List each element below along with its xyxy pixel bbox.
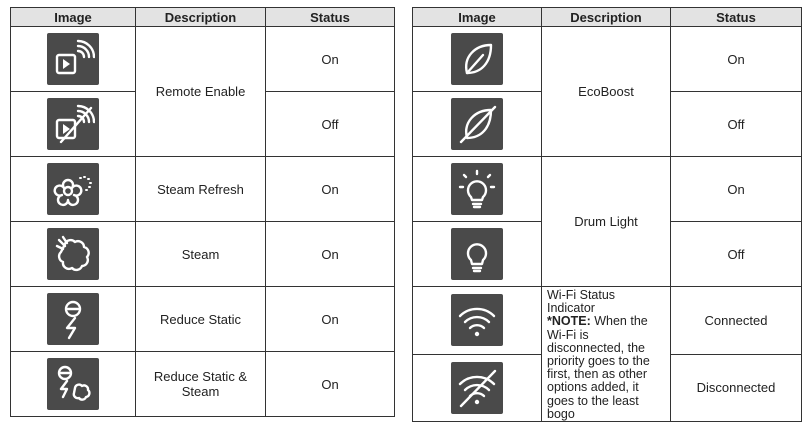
table-row (11, 222, 395, 287)
description-steam-refresh: Steam Refresh (136, 157, 266, 222)
description-reduce-static: Reduce Static (136, 287, 266, 352)
table-row (11, 27, 395, 92)
wifi-connected-icon (451, 294, 503, 346)
description-drum-light: Drum Light (542, 157, 671, 287)
remote-enable-on-icon (47, 33, 99, 85)
table-row (413, 287, 802, 355)
status-cell: On (671, 27, 802, 92)
wifi-note-text: When the Wi-Fi is disconnected, the priority goes to the first, then as other options added, it goes to the least bogo (547, 314, 650, 421)
drum-light-on-icon (451, 163, 503, 215)
description-reduce-static-steam: Reduce Static & Steam (136, 352, 266, 417)
table-row (11, 157, 395, 222)
status-cell: Off (266, 92, 395, 157)
table-row (11, 352, 395, 417)
right-status-table (412, 7, 802, 422)
header-status: Status (671, 8, 802, 27)
drum-light-off-icon (451, 228, 503, 280)
status-cell: Off (671, 92, 802, 157)
reduce-static-steam-icon (47, 358, 99, 410)
description-remote-enable: Remote Enable (136, 27, 266, 157)
ecoboost-off-icon (451, 98, 503, 150)
wifi-disconnected-icon (451, 362, 503, 414)
description-ecoboost: EcoBoost (542, 27, 671, 157)
status-cell: Disconnected (671, 354, 802, 422)
header-description: Description (136, 8, 266, 27)
header-status: Status (266, 8, 395, 27)
status-cell: On (266, 157, 395, 222)
wifi-note-label: *NOTE: (547, 314, 591, 329)
steam-refresh-icon (47, 163, 99, 215)
wifi-status-title: Wi-Fi Status Indicator (547, 288, 616, 316)
status-cell: On (266, 352, 395, 417)
header-image: Image (11, 8, 136, 27)
status-cell: On (266, 27, 395, 92)
status-cell: Off (671, 222, 802, 287)
ecoboost-on-icon (451, 33, 503, 85)
steam-icon (47, 228, 99, 280)
status-cell: On (266, 287, 395, 352)
remote-enable-off-icon (47, 98, 99, 150)
wifi-status-description (542, 287, 671, 422)
status-cell: Connected (671, 287, 802, 355)
table-row (11, 287, 395, 352)
table-row (413, 27, 802, 92)
table-row (413, 157, 802, 222)
description-steam: Steam (136, 222, 266, 287)
status-cell: On (671, 157, 802, 222)
header-image: Image (413, 8, 542, 27)
header-description: Description (542, 8, 671, 27)
reduce-static-icon (47, 293, 99, 345)
status-cell: On (266, 222, 395, 287)
left-status-table (10, 7, 395, 417)
